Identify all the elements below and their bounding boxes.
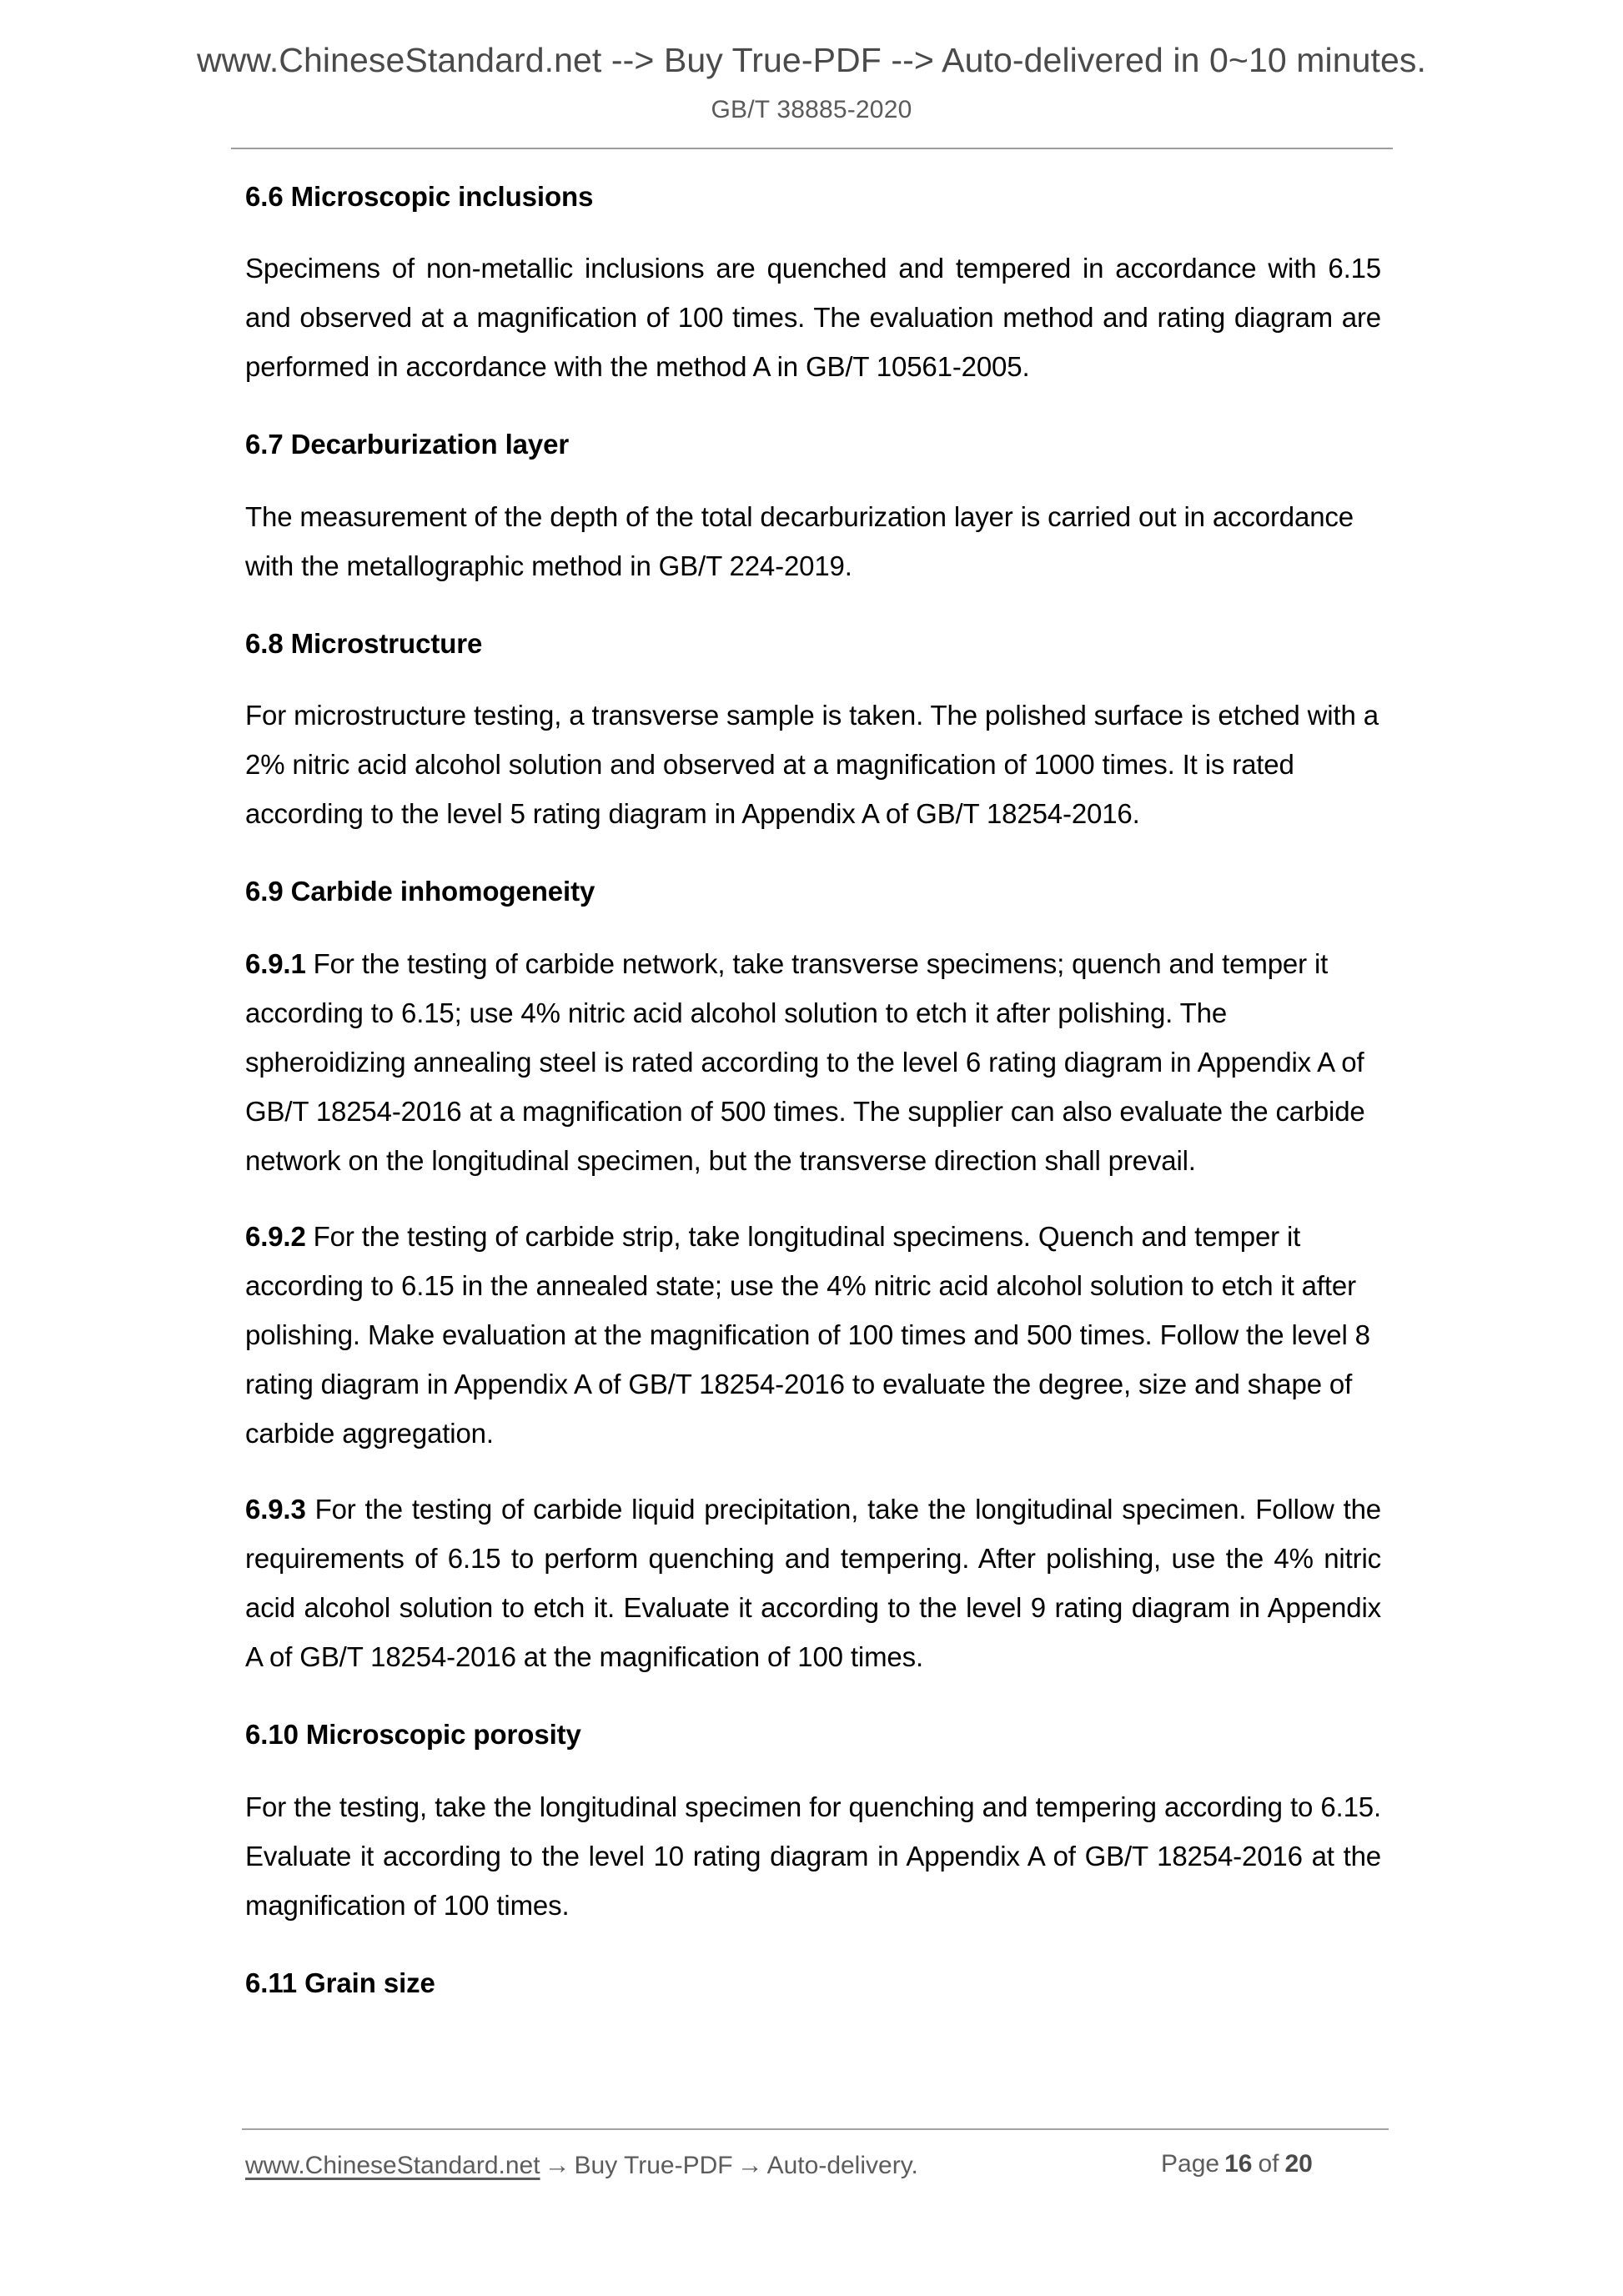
spacer <box>245 462 1381 492</box>
total-page-number: 20 <box>1284 2150 1313 2178</box>
paragraph-body-6-9-2: For the testing of carbide strip, take longitudinal specimens. Quench and temper it according to 6.15 in the annealed state; use the 4% nitric acid alcohol solution to etch it after polishing. Make evaluation at the magnification of 100 times and 500 times. Follow the level 8 rating diagram in Appendix A of GB/T 18254-2016 to evaluate the degree, size and shape of carbide aggregation. <box>245 1220 1370 1449</box>
section-heading-6-6: 6.6 Microscopic inclusions <box>245 181 594 212</box>
spacer <box>245 1681 1381 1717</box>
promo-banner-text: www.ChineseStandard.net --> Buy True-PDF --> Auto-delivered in 0~10 minutes. <box>196 41 1427 79</box>
section-paragraph-6-9-2 <box>245 1212 1381 1458</box>
paragraph-number-6-9-2: 6.9.2 <box>245 1220 314 1252</box>
paragraph-body-6-9-3: For the testing of carbide liquid precipitation, take the longitudinal specimen. Follow the requirements of 6.15 to perform quenching and tempering. After polishing, use the 4% nitric acid alcohol solution to etch it. Evaluate it according to the level 9 rating diagram in Appendix A of GB/T 18254-2016 at the magnification of 100 times. <box>245 1494 1381 1673</box>
page-footer <box>245 2150 1396 2180</box>
header-divider <box>231 148 1393 149</box>
spacer <box>245 909 1381 939</box>
document-standard-code: GB/T 38885-2020 <box>711 96 912 123</box>
spacer <box>245 590 1381 626</box>
spacer <box>245 661 1381 691</box>
spacer <box>245 1185 1381 1212</box>
spacer <box>245 838 1381 874</box>
paragraph-number-6-9-1: 6.9.1 <box>245 947 314 979</box>
of-label: of <box>1258 2150 1279 2178</box>
footer-divider <box>242 2128 1389 2130</box>
arrow-right-icon-1: → <box>544 2150 570 2179</box>
section-heading-6-8: 6.8 Microstructure <box>245 627 483 659</box>
spacer <box>245 391 1381 427</box>
section-heading-6-7: 6.7 Decarburization layer <box>245 429 570 460</box>
section-heading-6-10: 6.10 Microscopic porosity <box>245 1719 581 1751</box>
section-paragraph-6-7: The measurement of the depth of the total decarburization layer is carried out in accordance with the metallographic method in GB/T 224-2019. <box>245 500 1354 581</box>
spacer <box>245 1458 1381 1485</box>
spacer <box>245 1930 1381 1966</box>
section-heading-6-9: 6.9 Carbide inhomogeneity <box>245 876 595 907</box>
arrow-right-icon-2: → <box>736 2150 763 2179</box>
page-indicator <box>1161 2150 1316 2178</box>
section-paragraph-6-6: Specimens of non-metallic inclusions are quenched and tempered in accordance with 6.15 and observed at a magnification of 100 times. The evaluation method and rating diagram are performed in accordance with the method A in GB/T 10561-2005. <box>245 253 1381 383</box>
paragraph-number-6-9-3: 6.9.3 <box>245 1494 315 1525</box>
footer-buy-text: Buy True-PDF <box>574 2152 733 2179</box>
section-paragraph-6-10: For the testing, take the longitudinal specimen for quenching and tempering according to 6.15. Evaluate it according to the level 10 rating diagram in Appendix A of GB/T 18254-2016 at the magnification of 100 times. <box>245 1791 1381 1921</box>
section-paragraph-6-8: For microstructure testing, a transverse sample is taken. The polished surface is etched with a 2% nitric acid alcohol solution and observed at a magnification of 1000 times. It is rated according to the level 5 rating diagram in Appendix A of GB/T 18254-2016. <box>245 700 1379 830</box>
section-paragraph-6-9-1 <box>245 939 1381 1185</box>
document-content <box>245 179 1381 2000</box>
footer-delivery-text: Auto-delivery. <box>766 2152 918 2179</box>
footer-website-link[interactable]: www.ChineseStandard.net <box>245 2152 540 2179</box>
section-heading-6-11: 6.11 Grain size <box>245 1967 435 1998</box>
paragraph-body-6-9-1: For the testing of carbide network, take transverse specimens; quench and temper it according to 6.15; use 4% nitric acid alcohol solution to etch it after polishing. The spheroidizing annealing steel is rated according to the level 6 rating diagram in Appendix A of GB/T 18254-2016 at a magnification of 500 times. The supplier can also evaluate the carbide network on the longitudinal specimen, but the transverse direction shall prevail. <box>245 947 1365 1176</box>
section-paragraph-6-9-3 <box>245 1485 1381 1681</box>
spacer <box>245 1752 1381 1782</box>
page-label: Page <box>1161 2150 1220 2178</box>
current-page-number: 16 <box>1224 2150 1253 2178</box>
promo-banner <box>0 40 1623 80</box>
spacer <box>245 214 1381 244</box>
